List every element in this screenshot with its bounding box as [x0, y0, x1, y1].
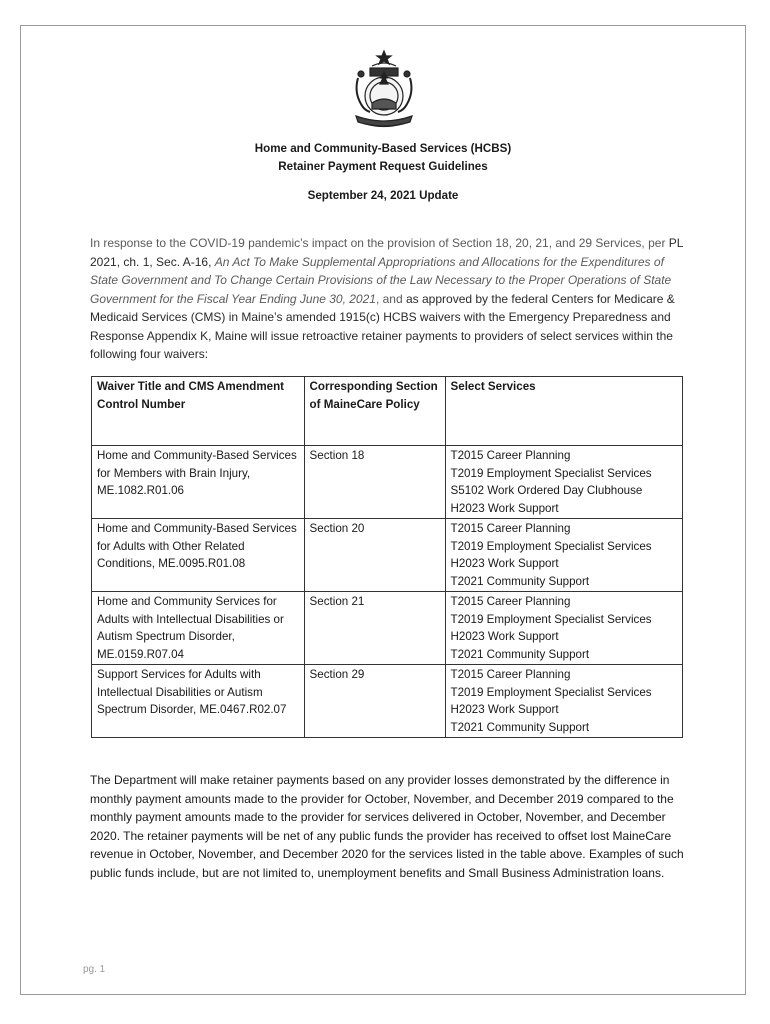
table-row — [92, 592, 683, 665]
header-waiver-title: Waiver Title and CMS Amendment Control Number — [92, 377, 305, 446]
services-cell — [445, 519, 682, 592]
waiver-title-cell: Home and Community-Based Services for Members with Brain Injury, ME.1082.R01.06 — [92, 446, 305, 519]
service-item: T2019 Employment Specialist Services — [450, 685, 652, 699]
service-item: T2015 Career Planning — [450, 595, 571, 608]
document-title-line-1: Home and Community-Based Services (HCBS) — [254, 142, 512, 155]
section-cell: Section 21 — [304, 592, 445, 665]
service-item: H2023 Work Support — [450, 630, 559, 643]
table-header-row — [92, 377, 683, 446]
intro-paragraph — [90, 234, 690, 364]
intro-law-citation: PL 2021, ch. 1, Sec. A-16, — [90, 236, 684, 269]
section-cell: Section 20 — [304, 519, 445, 592]
section-cell: Section 29 — [304, 665, 445, 738]
document-page — [20, 25, 746, 995]
intro-text-4: as approved by the federal Centers for Medicare & Medicaid Services (CMS) in Maine’s amended 1915(c) HCBS waivers with the Emergency Preparedness and Response Appendix K, Maine will issue retroactive retainer payments to providers of select services within the following four waivers: — [90, 291, 675, 361]
service-item: T2019 Employment Specialist Services — [450, 612, 652, 626]
service-item: S5102 Work Ordered Day Clubhouse — [450, 484, 643, 497]
service-item: T2021 Community Support — [450, 720, 590, 734]
service-item: H2023 Work Support — [450, 703, 559, 716]
waiver-title-cell: Home and Community Services for Adults with Intellectual Disabilities or Autism Spectrum Disorder, ME.0159.R07.04 — [92, 592, 305, 665]
header-section: Corresponding Section of MaineCare Policy — [304, 377, 445, 446]
service-item: T2021 Community Support — [450, 574, 590, 588]
waiver-title-cell: Support Services for Adults with Intellectual Disabilities or Autism Spectrum Disorder, ME.0467.R02.07 — [92, 665, 305, 738]
table-row — [92, 446, 683, 519]
page-number: pg. 1 — [83, 964, 106, 975]
intro-act-title: An Act To Make Supplemental Appropriations and Allocations for the Expenditures of State Government and To Change Certain Provisions of the Law Necessary to the Proper Operations of State Government for the Fiscal Year Ending June 30, 2021 — [90, 254, 672, 306]
services-cell — [445, 592, 682, 665]
service-item: T2015 Career Planning — [450, 668, 571, 681]
state-seal-of-maine-icon — [348, 48, 420, 130]
waiver-table — [91, 376, 683, 738]
service-item: T2021 Community Support — [450, 647, 590, 661]
service-item: T2015 Career Planning — [450, 522, 571, 535]
document-date: September 24, 2021 Update — [307, 189, 459, 202]
service-item: T2019 Employment Specialist Services — [450, 539, 652, 553]
section-cell: Section 18 — [304, 446, 445, 519]
service-item: T2019 Employment Specialist Services — [450, 466, 652, 480]
waiver-title-cell: Home and Community-Based Services for Adults with Other Related Conditions, ME.0095.R01.08 — [92, 519, 305, 592]
service-item: H2023 Work Support — [450, 501, 559, 515]
header-select-services: Select Services — [445, 377, 682, 446]
services-cell — [445, 446, 682, 519]
table-row — [92, 665, 683, 738]
intro-text-1: In response to the COVID-19 pandemic’s impact on the provision of Section 18, 20, 21, and 29 Services, per — [90, 236, 669, 250]
document-title-line-2: Retainer Payment Request Guidelines — [278, 160, 488, 173]
service-item: H2023 Work Support — [450, 557, 559, 570]
services-cell — [445, 665, 682, 738]
intro-text-3: , and — [375, 291, 406, 306]
table-row — [92, 519, 683, 592]
service-item: T2015 Career Planning — [450, 449, 571, 462]
closing-paragraph: The Department will make retainer payments based on any provider losses demonstrated by the difference in monthly payment amounts made to the provider for October, November, and December 2019 compared to the monthly payment amounts made to the provider for services delivered in October, November, and December 2020. The retainer payments will be net of any public funds the provider has received to offset lost MaineCare revenue in October, November, and December 2020 for the services listed in the table above. Examples of such public funds include, but are not limited to, unemployment benefits and Small Business Administration loans. — [90, 773, 684, 880]
